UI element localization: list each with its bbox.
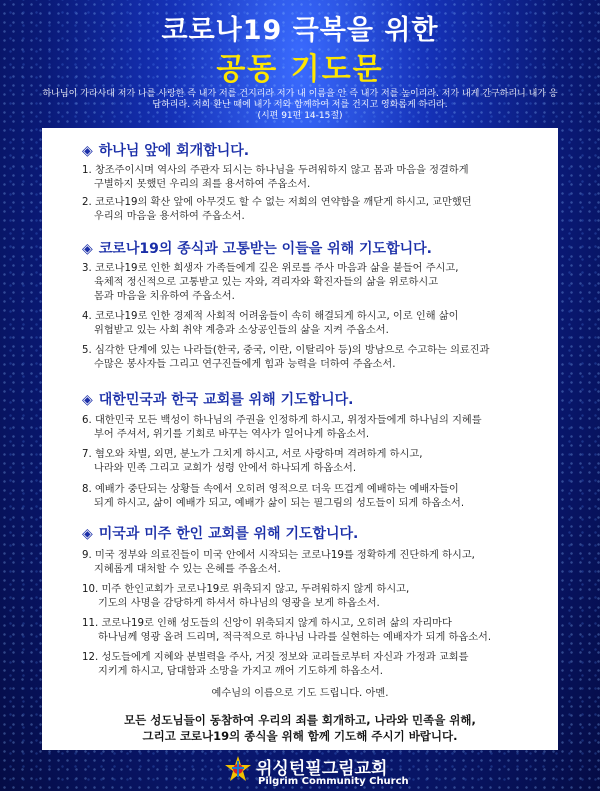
prayer-item: 1. 창조주이시며 역사의 주관자 되시는 하나님을 두려워하지 않고 몸과 마음을 정결하게 구별하지 못했던 우리의 죄를 용서하여 주옵소서.	[82, 165, 469, 190]
diamond-bullet-icon: ◈	[82, 241, 93, 257]
page-title: 코로나19 극복을 위한	[161, 15, 439, 46]
diamond-bullet-icon: ◈	[82, 392, 93, 408]
star-cross-logo-icon	[224, 755, 252, 783]
prayer-item: 10. 미주 한인교회가 코로나19로 위축되지 않고, 두려워하지 않게 하시고, 기도의 사명을 감당하게 하셔서 하나님의 영광을 보게 하옵소서.	[82, 584, 410, 609]
amen-line: 예수님의 이름으로 기도 드립니다. 아멘.	[211, 688, 389, 699]
page-subtitle: 공동 기도문	[216, 52, 384, 87]
prayer-item: 2. 코로나19의 확산 앞에 아무것도 할 수 없는 저희의 연약함을 깨닫게 하시고, 교만했던 우리의 마음을 용서하여 주옵소서.	[82, 197, 472, 222]
section-heading-text: 미국과 미주 한인 교회를 위해 기도합니다.	[98, 526, 359, 542]
section-heading-covid	[82, 238, 432, 258]
prayer-item: 5. 심각한 단계에 있는 나라들(한국, 중국, 이란, 이탈리아 등)의 방남으로 수고하는 의료진과 수많은 봉사자들 그리고 연구진들에게 힘과 능력을 더하여 주옵소서.	[82, 345, 490, 370]
prayer-item: 7. 혐오와 차별, 외면, 분노가 그치게 하시고, 서로 사랑하며 격려하게 하시고, 나라와 민족 그리고 교회가 성령 안에서 하나되게 하옵소서.	[82, 449, 423, 474]
section-heading-repentance	[82, 140, 249, 160]
diamond-bullet-icon: ◈	[82, 526, 93, 542]
verse-text: 하나님이 가라사대 저가 나를 사랑한 즉 내가 저를 건지리라 저가 내 이름을 안 즉 내가 저를 높이리라. 저가 내게 간구하리니 내가 응답하리라. 저희 환난 때에 내가 저와 함께하여 저를 건지고 영화롭게 하리라.	[42, 89, 558, 110]
section-heading-korea	[82, 389, 354, 409]
prayer-item: 12. 성도들에게 지혜와 분별력을 주사, 거짓 정보와 교리들로부터 자신과 가정과 교회를 지키게 하시고, 담대함과 소망을 가지고 깨어 기도하게 하옵소서.	[82, 652, 469, 677]
verse-reference: (시편 91편 14-15절)	[257, 111, 343, 121]
prayer-item: 4. 코로나19로 인한 경제적 사회적 어려움들이 속히 해결되게 하시고, 이로 인해 삶이 위협받고 있는 사회 취약 계층과 소상공인들의 삶을 지켜 주옵소서.	[82, 311, 459, 336]
prayer-item: 9. 미국 정부와 의료진들이 미국 안에서 시작되는 코로나19를 정확하게 진단하게 하시고, 지혜롭게 대처할 수 있는 은혜를 주옵소서.	[82, 550, 475, 575]
closing-message: 모든 성도님들이 동참하여 우리의 죄를 회개하고, 나라와 민족을 위해, 그리고 코로나19의 종식을 위해 함께 기도해 주시기 바랍니다.	[124, 713, 476, 743]
section-heading-usa	[82, 523, 358, 543]
prayer-item: 11. 코로나19로 인해 성도들의 신앙이 위축되지 않게 하시고, 오히려 삶의 자리마다 하나님께 영광 올려 드리며, 적극적으로 하나님 나라를 실현하는 예배자가 되게 하옵소서.	[82, 618, 492, 643]
church-name-english: Pilgrim Community Church	[258, 776, 409, 787]
section-heading-text: 하나님 앞에 회개합니다.	[98, 143, 250, 159]
section-heading-text: 대한민국과 한국 교회를 위해 기도합니다.	[98, 392, 354, 408]
prayer-item: 6. 대한민국 모든 백성이 하나님의 주권을 인정하게 하시고, 위정자들에게 하나님의 지혜를 부어 주셔서, 위기를 기회로 바꾸는 역사가 일어나게 하옵소서.	[82, 415, 482, 440]
church-name: 위싱턴필그림교회	[256, 759, 388, 779]
prayer-item: 8. 예배가 중단되는 상황들 속에서 오히려 영적으로 더욱 뜨겁게 예배하는 예배자들이 되게 하시고, 삶이 예배가 되고, 예배가 삶이 되는 필그림의 성도들이 되게 하옵소서.	[82, 484, 465, 509]
bible-verse	[40, 89, 560, 122]
section-heading-text: 코로나19의 종식과 고통받는 이들을 위해 기도합니다.	[98, 241, 432, 257]
prayer-item: 3. 코로나19로 인한 희생자 가족들에게 깊은 위로를 주사 마음과 삶을 붙들어 주시고, 육체적 정신적으로 고통받고 있는 자와, 격리자와 확진자들의 삶을 위로하시고 몸과 마음을 치유하여 주옵소서.	[82, 263, 459, 302]
diamond-bullet-icon: ◈	[82, 143, 93, 159]
